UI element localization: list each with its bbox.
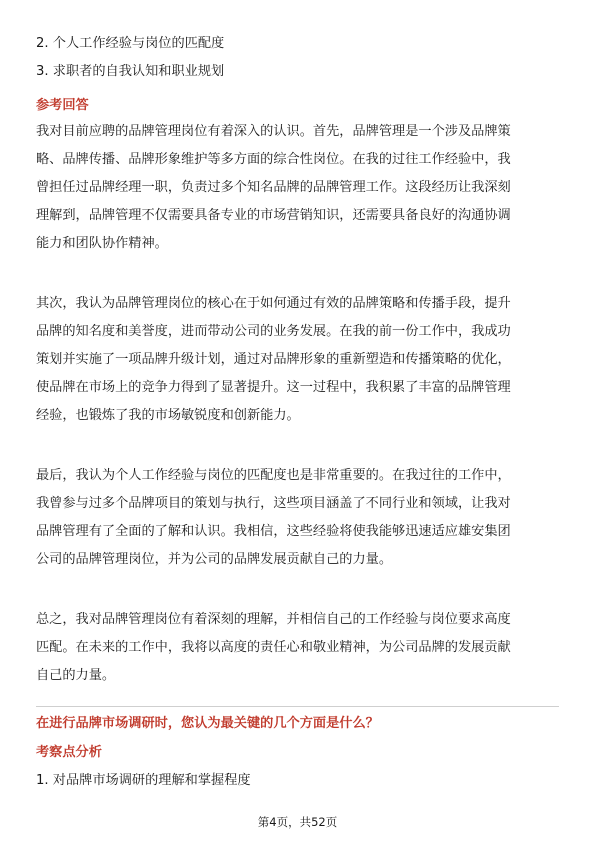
answer-heading: 参考回答	[36, 98, 89, 113]
paragraph-line: 匹配。在未来的工作中，我将以高度的责任心和敬业精神，为公司品牌的发展贡献	[36, 640, 511, 655]
paragraph-line: 公司的品牌管理岗位，并为公司的品牌发展贡献自己的力量。	[36, 552, 393, 567]
paragraph-line: 我曾参与过多个品牌项目的策划与执行，这些项目涵盖了不同行业和领域，让我对	[36, 496, 511, 511]
paragraph-line: 使品牌在市场上的竞争力得到了显著提升。这一过程中，我积累了丰富的品牌管理	[36, 380, 511, 395]
paragraph-line: 曾担任过品牌经理一职，负责过多个知名品牌的品牌管理工作。这段经历让我深刻	[36, 180, 511, 195]
question-heading: 在进行品牌市场调研时，您认为最关键的几个方面是什么？	[36, 716, 379, 731]
paragraph-line: 品牌管理有了全面的了解和认识。我相信，这些经验将使我能够迅速适应雄安集团	[36, 524, 511, 539]
list-item: 2. 个人工作经验与岗位的匹配度	[36, 36, 225, 51]
paragraph-line: 策划并实施了一项品牌升级计划，通过对品牌形象的重新塑造和传播策略的优化，	[36, 352, 511, 367]
paragraph-line: 品牌的知名度和美誉度，进而带动公司的业务发展。在我的前一份工作中，我成功	[36, 324, 511, 339]
paragraph-line: 理解到，品牌管理不仅需要具备专业的市场营销知识，还需要具备良好的沟通协调	[36, 208, 511, 223]
paragraph-line: 自己的力量。	[36, 668, 116, 683]
analysis-item: 1. 对品牌市场调研的理解和掌握程度	[36, 773, 251, 788]
analysis-heading: 考察点分析	[36, 745, 102, 760]
paragraph-line: 最后，我认为个人工作经验与岗位的匹配度也是非常重要的。在我过往的工作中，	[36, 468, 511, 483]
paragraph-line: 我对目前应聘的品牌管理岗位有着深入的认识。首先，品牌管理是一个涉及品牌策	[36, 124, 511, 139]
paragraph-line: 略、品牌传播、品牌形象维护等多方面的综合性岗位。在我的过往工作经验中，我	[36, 152, 511, 167]
paragraph-line: 能力和团队协作精神。	[36, 236, 168, 251]
paragraph-line: 经验，也锻炼了我的市场敏锐度和创新能力。	[36, 408, 300, 423]
list-item: 3. 求职者的自我认知和职业规划	[36, 64, 225, 79]
section-divider	[36, 706, 559, 707]
page-number: 第4页，共52页	[257, 815, 338, 829]
paragraph-line: 其次，我认为品牌管理岗位的核心在于如何通过有效的品牌策略和传播手段，提升	[36, 296, 511, 311]
paragraph-line: 总之，我对品牌管理岗位有着深刻的理解，并相信自己的工作经验与岗位要求高度	[36, 612, 511, 627]
